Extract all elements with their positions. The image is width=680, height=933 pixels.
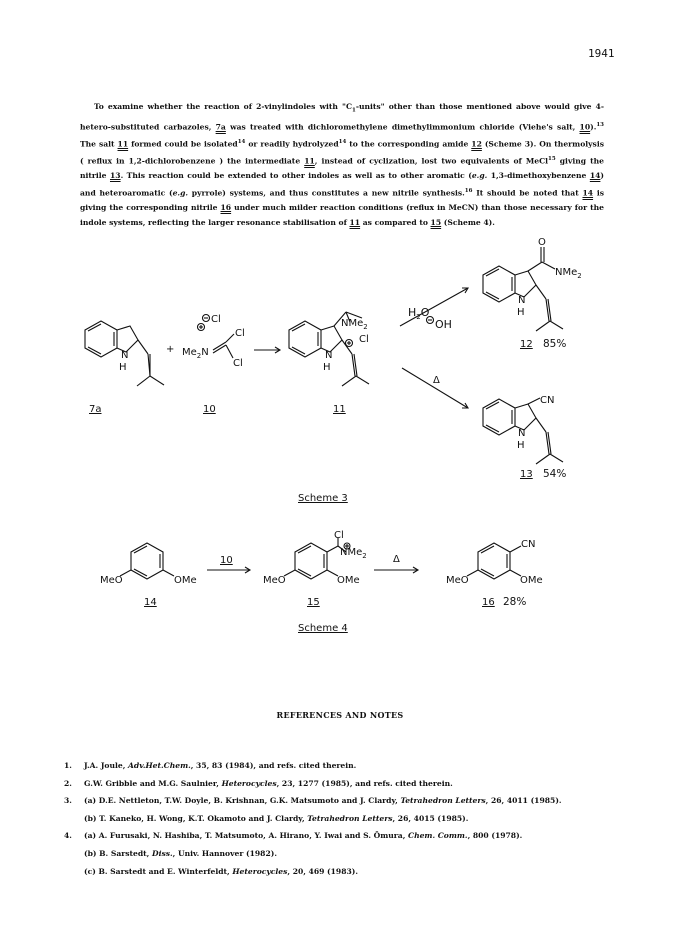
text-run: -units" other than those mentioned above would give 4-hetero-substituted carbazoles,: [80, 102, 604, 132]
structure-15: [284, 538, 346, 579]
h-atom-7a: H: [119, 362, 127, 373]
reference-text: [84, 863, 358, 881]
reference-run: , 800 (1978).: [467, 831, 523, 841]
nme2-group-15: NMe$_2$: [340, 547, 367, 560]
label-7a: 7a: [89, 404, 102, 415]
footnote-ref: 16: [464, 188, 473, 195]
footnote-ref: 14: [237, 139, 246, 146]
reference-item: [64, 827, 624, 845]
reference-text: [84, 810, 468, 828]
footnote-ref: 15: [548, 156, 556, 163]
structure-12: [483, 247, 563, 331]
compound-ref: 13: [109, 171, 121, 181]
reference-run: , Univ. Hannover (1982).: [172, 848, 277, 858]
text-run: . This reaction could be extended to other indoles as well as to other aromatic (: [120, 171, 472, 181]
reference-number: [64, 845, 84, 863]
references-list: [64, 757, 624, 880]
cl-atom-10b: Cl: [233, 358, 243, 369]
reagent-10-scheme4: 10: [220, 555, 233, 566]
text-run: formed could be isolated: [128, 139, 238, 149]
reference-item: [64, 863, 624, 881]
text-run: as compared to: [360, 217, 431, 227]
journal-name: Diss.: [151, 848, 173, 858]
reference-number: 1.: [64, 761, 72, 770]
text-run: (Scheme 3). On thermolysis ( reflux in 1,2-dichlorobenzene ) the intermediate: [80, 139, 604, 166]
journal-name: Heterocycles: [232, 866, 288, 876]
heat-symbol-4: Δ: [393, 554, 400, 565]
reference-run: (b) B. Sarstedt,: [84, 848, 152, 858]
label-12: 12: [520, 339, 533, 350]
text-run: 1,3-dimethoxybenzene: [487, 171, 590, 181]
reference-run: (c) B. Sarstedt and E. Winterfeldt,: [84, 866, 233, 876]
yield-16: 28%: [503, 596, 527, 608]
yield-13: 54%: [543, 468, 567, 480]
label-10: 10: [203, 404, 216, 415]
n-atom-12: N: [518, 295, 526, 306]
compound-ref: 11: [117, 139, 129, 149]
structure-16: [467, 543, 521, 579]
ome-group-16: OMe: [520, 575, 543, 586]
n-atom-11: N: [325, 350, 333, 361]
scheme-3-caption: Scheme 3: [298, 493, 348, 504]
reference-run: , 35, 83 (1984), and refs. cited therein.: [190, 761, 357, 770]
footnote-ref: 13: [596, 122, 605, 129]
heat-symbol-3: Δ: [433, 375, 440, 386]
reference-item: [64, 810, 624, 828]
reference-run: (a) A. Furusaki, N. Hashiba, T. Matsumoto, A. Hirano, Y. Iwai and S. Ōmura,: [84, 831, 409, 841]
o-atom-12: O: [538, 237, 546, 248]
scheme-4-caption: Scheme 4: [298, 623, 348, 634]
reference-run: (a) D.E. Nettleton, T.W. Doyle, B. Krishnan, G.K. Matsumoto and J. Clardy,: [84, 796, 401, 806]
h-atom-12: H: [517, 307, 525, 318]
label-11: 11: [333, 404, 346, 415]
reference-run: J.A. Joule,: [84, 761, 129, 770]
label-14: 14: [144, 597, 157, 608]
nme2-group-12: NMe$_2$: [555, 267, 582, 280]
text-run: 1: [351, 107, 356, 114]
journal-name: Tetrahedron Letters: [307, 813, 393, 823]
compound-ref: 14: [589, 171, 601, 181]
references-heading: REFERENCES AND NOTES: [276, 710, 404, 720]
compound-ref: 12: [471, 139, 482, 149]
label-16: 16: [482, 597, 495, 608]
cl-atom-11: Cl: [359, 334, 369, 345]
meo-group-15: MeO: [263, 575, 286, 586]
chloride-anion: Cl: [211, 314, 221, 325]
reference-text: [84, 792, 562, 810]
reference-text: [84, 757, 356, 775]
compound-ref: 7a: [215, 122, 226, 132]
compound-ref: 11: [349, 217, 361, 227]
cn-group-16: CN: [521, 539, 536, 550]
text-run: is giving the corresponding nitrile: [80, 188, 604, 213]
structure-10: [213, 334, 234, 358]
cl-atom-10a: Cl: [235, 328, 245, 339]
n-atom-13: N: [518, 428, 526, 439]
label-15: 15: [307, 597, 320, 608]
reference-item: [64, 792, 624, 810]
text-run: pyrrole) systems, and thus constitutes a new nitrile synthesis.: [188, 188, 465, 198]
reference-text: [84, 775, 453, 793]
reference-item: [64, 845, 624, 863]
cl-atom-15: Cl: [334, 530, 344, 541]
arrow-to-13: [402, 368, 468, 408]
compound-ref: 16: [220, 203, 232, 213]
h-atom-13: H: [517, 440, 525, 451]
structure-14: [120, 543, 174, 579]
reference-item: [64, 757, 624, 775]
meo-group-16: MeO: [446, 575, 469, 586]
label-13: 13: [520, 469, 533, 480]
journal-name: Chem. Comm.: [408, 831, 468, 841]
hydroxide-reagent: OH: [435, 318, 452, 331]
text-run: or readily hydrolyzed: [245, 139, 339, 149]
reference-run: , 23, 1277 (1985), and refs. cited therein.: [276, 778, 453, 788]
text-run: under much milder reaction conditions (reflux in MeCN) than those necessary for the indole systems, reflecting the larger resonance stabilisation of: [80, 203, 604, 227]
reference-run: , 26, 4011 (1985).: [485, 796, 562, 806]
journal-name: Heterocycles: [221, 778, 277, 788]
ome-group-14: OMe: [174, 575, 197, 586]
compound-ref: 11: [304, 156, 315, 166]
reference-run: , 26, 4015 (1985).: [392, 813, 469, 823]
text-run: , instead of cyclization, lost two equivalents of MeCl: [314, 156, 549, 166]
reference-item: [64, 775, 624, 793]
yield-12: 85%: [543, 338, 567, 350]
reference-number: 3.: [64, 796, 72, 806]
compound-ref: 14: [582, 188, 594, 198]
text-run: giving the nitrile: [80, 156, 604, 181]
text-run: e.g.: [172, 188, 189, 198]
plus-sign: +: [166, 344, 175, 355]
compound-ref: 10: [579, 122, 591, 132]
text-run: e.g.: [471, 171, 488, 181]
h-atom-11: H: [323, 362, 331, 373]
compound-ref: 15: [430, 217, 442, 227]
reference-run: (b) T. Kaneko, H. Wong, K.T. Okamoto and J. Clardy,: [84, 813, 308, 823]
reference-number: 4.: [64, 831, 72, 841]
footnote-ref: 14: [338, 139, 347, 146]
page-number: 1941: [588, 47, 615, 60]
reference-run: , 20, 469 (1983).: [287, 866, 359, 876]
me2n-group: $Me_2N$: [182, 347, 209, 360]
meo-group-14: MeO: [100, 575, 123, 586]
journal-name: Tetrahedron Letters: [400, 796, 486, 806]
reference-text: [84, 845, 277, 863]
reference-number: [64, 810, 84, 828]
text-run: To examine whether the reaction of 2-vinylindoles with "C: [94, 102, 352, 111]
text-run: ) and heteroaromatic (: [80, 171, 604, 198]
reference-number: [64, 863, 84, 881]
n-atom-7a: N: [121, 350, 129, 361]
h2o-reagent: $H_2O$: [408, 306, 430, 321]
text-run: to the corresponding amide: [346, 139, 472, 149]
text-run: (Scheme 4).: [441, 217, 495, 227]
reference-number: 2.: [64, 778, 72, 788]
journal-name: Adv.Het.Chem.: [128, 761, 191, 770]
nme2-group-11: NMe$_2$: [341, 318, 368, 331]
reference-text: [84, 827, 522, 845]
cn-group-13: CN: [540, 395, 555, 406]
text-run: ).: [590, 122, 597, 132]
reference-run: G.W. Gribble and M.G. Saulnier,: [84, 778, 222, 788]
ome-group-15: OMe: [337, 575, 360, 586]
text-run: It should be noted that: [472, 188, 583, 198]
text-run: The salt: [80, 139, 118, 149]
text-run: was treated with dichloromethylene dimethylimmonium chloride (Viehe's salt,: [225, 122, 580, 132]
